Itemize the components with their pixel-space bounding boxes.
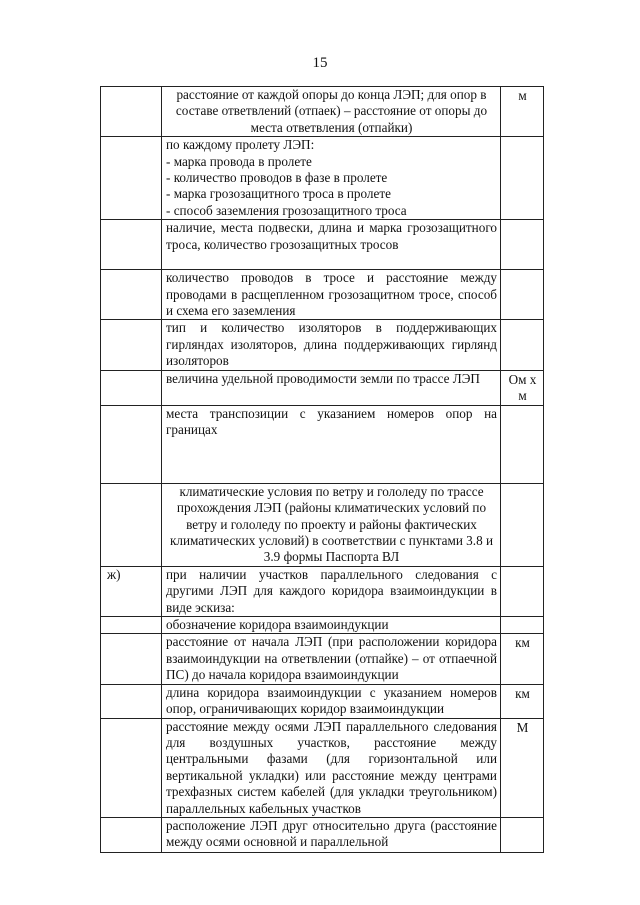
row-description: тип и количество изоляторов в поддерживающих гирляндах изоляторов, длина поддерживающих гирлянд изоляторов [162,320,501,370]
page-number: 15 [312,55,328,71]
row-unit [501,566,544,616]
row-description: расстояние между осями ЛЭП параллельного следования для воздушных участков, расстояние между центральными фазами (для горизонтальной или вертикальной укладки) или расстояние между центрами трехфазных систем кабелей (для укладки треугольником) параллельных кабельных участков [162,718,501,817]
row-unit: Ом х м [501,370,544,405]
table-row [101,634,544,684]
list-line: - способ заземления грозозащитного троса [166,202,407,218]
row-description: обозначение коридора взаимоиндукции [162,616,501,633]
row-mark [101,270,162,320]
table-row [101,818,544,853]
table-row [101,137,544,220]
row-unit [501,137,544,220]
document-table [100,86,544,853]
table-row [101,483,544,566]
list-line: по каждому пролету ЛЭП: [166,137,315,153]
table-row [101,405,544,483]
row-description: наличие, места подвески, длина и марка грозозащитного троса, количество грозозащитных тросов [162,220,501,270]
row-unit [501,270,544,320]
row-unit [501,405,544,483]
row-unit [501,616,544,633]
row-unit [501,818,544,853]
table-row [101,320,544,370]
row-mark [101,137,162,220]
table-row [101,718,544,817]
row-unit: М [501,718,544,817]
row-unit: км [501,634,544,684]
row-mark [101,220,162,270]
row-description: расположение ЛЭП друг относительно друга (расстояние между осями основной и параллельной [162,818,501,853]
list-line: - марка грозозащитного троса в пролете [166,186,391,202]
row-mark [101,616,162,633]
table-row [101,270,544,320]
row-mark [101,320,162,370]
table-row [101,566,544,616]
row-mark [101,718,162,817]
row-description: при наличии участков параллельного следования с другими ЛЭП для каждого коридора взаимоиндукции в виде эскиза: [162,566,501,616]
row-description: места транспозиции с указанием номеров опор на границах [162,405,501,483]
table-row [101,370,544,405]
row-description: климатические условия по ветру и гололеду по трассе прохождения ЛЭП (районы климатических условий по ветру и гололеду по проекту и районы фактических климатических условий) в соответствии с пунктами 3.8 и 3.9 формы Паспорта ВЛ [162,483,501,566]
row-description [162,137,501,220]
row-description: расстояние от начала ЛЭП (при расположении коридора взаимоиндукции на ответвлении (отпайке) – от отпаечной ПС) до начала коридора взаимоиндукции [162,634,501,684]
list-line: - марка провода в пролете [166,153,312,169]
row-mark: ж) [101,566,162,616]
row-unit [501,320,544,370]
table-row [101,684,544,718]
row-mark [101,684,162,718]
row-unit [501,220,544,270]
table-row [101,87,544,137]
list-line: - количество проводов в фазе в пролете [166,170,388,186]
table-row [101,220,544,270]
row-description: величина удельной проводимости земли по трассе ЛЭП [162,370,501,405]
row-mark [101,818,162,853]
row-mark [101,405,162,483]
row-mark [101,634,162,684]
row-unit [501,483,544,566]
row-mark [101,483,162,566]
row-description: длина коридора взаимоиндукции с указанием номеров опор, ограничивающих коридор взаимоиндукции [162,684,501,718]
row-description: расстояние от каждой опоры до конца ЛЭП; для опор в составе ответвлений (отпаек) – расстояние от опоры до места ответвления (отпайки) [162,87,501,137]
table-row [101,616,544,633]
row-unit: км [501,684,544,718]
row-description: количество проводов в тросе и расстояние между проводами в расщепленном грозозащитном тросе, способ и схема его заземления [162,270,501,320]
row-mark [101,87,162,137]
row-mark [101,370,162,405]
row-unit: м [501,87,544,137]
